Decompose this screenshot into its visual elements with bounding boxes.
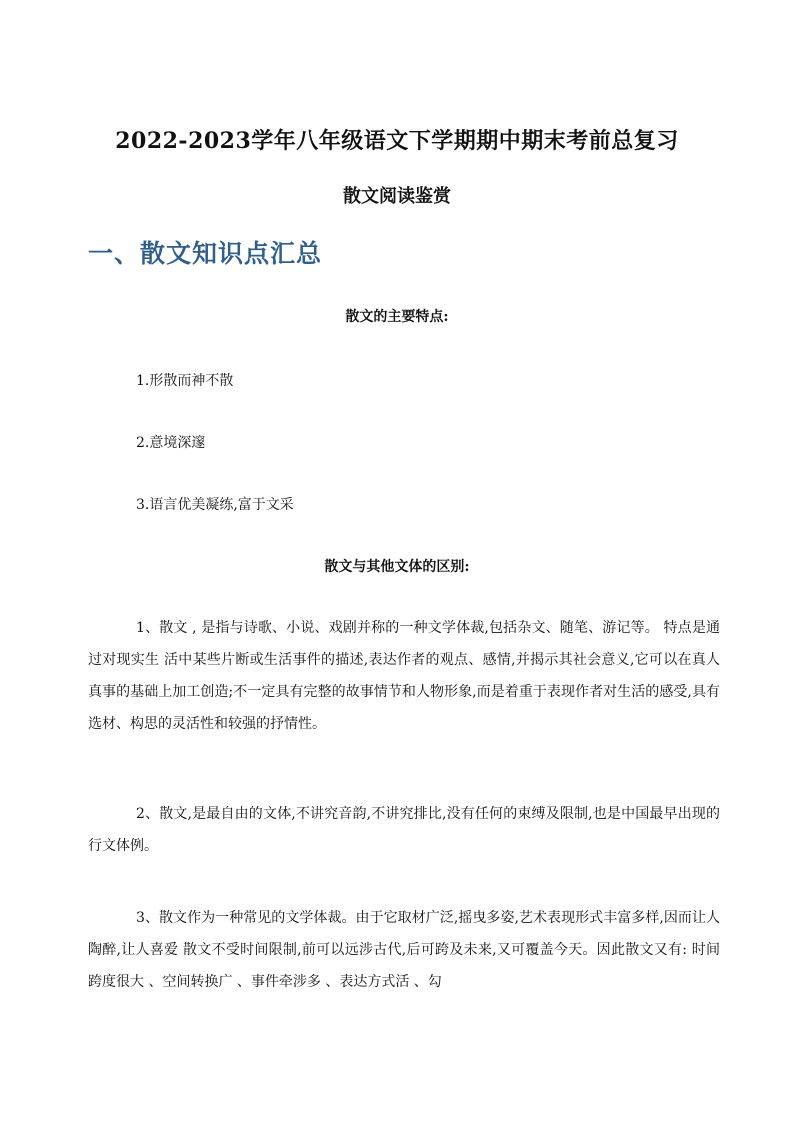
document-title: 2022-2023学年八年级语文下学期期中期末考前总复习	[115, 128, 679, 154]
section-heading: 一、散文知识点汇总	[88, 239, 323, 268]
difference-paragraph-1: 1、散文 , 是指与诗歌、小说、戏剧并称的一种文学体裁,包括杂文、随笔、游记等。 特点是通过对现实生 活中某些片断或生活事件的描述,表达作者的观点、感情,并揭示其社会意义,它可以在真人真事的基础上加工创造;不一定具有完整的故事情节和人物形象,而是着重于表现作者对生活的感受,具有选材、构思的灵活性和较强的抒情性。	[88, 620, 720, 732]
features-heading: 散文的主要特点:	[345, 309, 449, 325]
document-subtitle: 散文阅读鉴赏	[343, 186, 451, 207]
difference-paragraph-2: 2、散文,是最自由的文体,不讲究音韵,不讲究排比,没有任何的束缚及限制,也是中国最早出现的行文体例。	[88, 806, 720, 854]
differences-heading: 散文与其他文体的区别:	[324, 559, 470, 575]
feature-item-1: 1.形散而神不散	[136, 373, 234, 389]
feature-item-3: 3.语言优美凝练,富于文采	[136, 497, 294, 513]
feature-item-2: 2.意境深邃	[136, 435, 206, 451]
difference-paragraph-3: 3、散文作为一种常见的文学体裁。由于它取材广泛,摇曳多姿,艺术表现形式丰富多样,因而让人陶醉,让人喜爱 散文不受时间限制,前可以远涉古代,后可跨及未来,又可覆盖今天。因此散文又有: 时间跨度很大 、空间转换广 、事件牵涉多 、表达方式活 、勾	[88, 910, 720, 990]
